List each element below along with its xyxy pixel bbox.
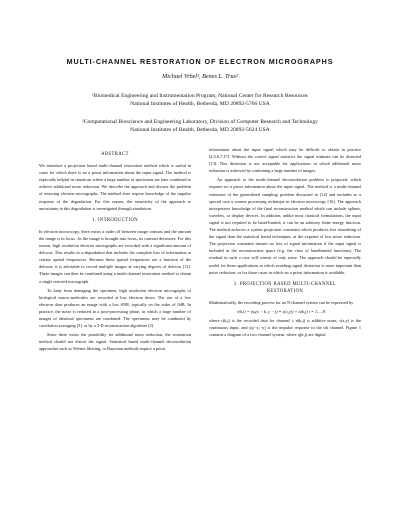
right-paragraph-4: where r(k,j) is the recorded data for channel i, n(k,j) is additive noise, s(x,y) is the continuous input, and ψᵢ(−x,−y) is the impulse response in the ith channel. Figure 1 contains a diagram of a two channel system, where q(k,j) are digital <box>209 318 361 338</box>
intro-paragraph-2: To keep from damaging the specimen, high resolution electron micrographs of biological macro-molecules are recorded at low electron doses. The use of a low electron dose produces an image with a low SNR, typically on the order of 0dB. In practice, the noise is reduced in a post-processing phase, in which a large number of images of identical specimens are combined. The specimens may be combined by correlation averaging [3], or by a 3-D reconstruction algorithm [2]. <box>39 287 191 329</box>
intro-paragraph-1: In electron microscopy, there exists a trade off between image contrast and the amount the image is in focus. As the image is brought into focus, its contrast decreases. For this reason, high resolution electron micrographs are recorded with a significant amount of defocus. This results in a degradation that includes the complete loss of information at certain spatial frequencies. Because these spatial frequencies are a function of the defocus, it is advisable to record multiple images at varying degrees of defocus [12]. These images can then be combined using a multi-channel restoration method to obtain a single restored micrograph. <box>39 228 191 284</box>
paper-authors: Michael Vrhel¹, Benes L. Trus² <box>162 73 238 80</box>
right-paragraph-2: An approach to the multi-channel deconvolution problem is proposed, which requires no a priori information about the input signal. The method is a multi-channel extension of the generalized sampling problem discussed in [14] and includes as a special case a current processing technique in electron microscopy [16]. The approach incorporates knowledge of the final reconstruction method which can include splines, wavelets, or display devices. In addition, unlike most classical formulations, the input signal is not required to be band-limited; it can be an arbitrary finite energy function. The method enforces a system projection constraint which produces less smoothing of the signal than the statistical based techniques, at the expense of less noise reduction. The projection constraint insures no loss of signal information if the input signal is included in the reconstruction space (e.g. the class of bandlimited functions). The residual in such a case will consist of only noise. The approach should be especially useful for those applications in which avoiding signal distortion is more important than noise reduction, or for those cases in which no a priori information is available. <box>209 177 361 275</box>
affiliation-2 <box>0 118 400 134</box>
abstract-text: We introduce a projection based multi-channel restoration method which is useful in cases for which there is no a priori information about the input signal. The method is especially helpful in situations where a large number of specimens are later combined to achieve additional noise reduction. We describe the approach and discuss the problem of restoring electron micrographs. The method does require knowledge of the impulse response of the degradation. For this reason, the sensitivity of the approach to uncertainty in this degradation is investigated through simulation. <box>39 163 191 211</box>
paper-title: MULTI-CHANNEL RESTORATION OF ELECTRON MICROGRAPHS <box>66 57 334 66</box>
right-paragraph-3: Mathematically, the recording process for an N-channel system can be expressed by <box>209 299 354 305</box>
abstract-heading: ABSTRACT <box>101 152 129 157</box>
right-column <box>209 146 361 340</box>
intro-heading: 1. INTRODUCTION <box>91 217 139 223</box>
affiliation-2-line-1: ²Computational Bioscience and Engineering Laboratory, Division of Computer Research and Technology <box>82 119 318 125</box>
affiliation-1 <box>0 92 400 108</box>
affiliation-1-line-2: National Institutes of Health, Bethesda, MD 20892-5766 USA <box>130 101 270 107</box>
recording-equation: r(k,i) = (ψᵢ(x − k, y − j) ∗ s(x,y)) + n(k,j) i = 1,...,N <box>237 308 326 314</box>
affiliation-1-line-1: ¹Biomedical Engineering and Instrumentation Program, National Center for Research Resources <box>92 93 308 99</box>
section-2-heading-line-1: 2. PROJECTION BASED MULTI-CHANNEL <box>233 281 337 287</box>
right-paragraph-1: information about the input signal which may be difficult to obtain in practice [4,5,6,7,17]. Without the correct signal statistics the signal estimate can be distorted [13]. This distortion is not acceptable for applications in which additional noise reduction is achieved by combining a large number of images. <box>209 147 361 174</box>
intro-paragraph-3: Since there exists the possibility for additional noise reduction, the restoration method should not distort the signal. Statistical based multi-channel deconvolution approaches such as Wiener filtering, or Bayesian methods require a priori <box>39 332 191 352</box>
affiliation-2-line-2: National Institutes of Health, Bethesda, MD 20892-5624 USA <box>130 127 270 133</box>
section-2-heading-line-2: RESTORATION <box>266 288 304 294</box>
left-column <box>39 146 191 354</box>
